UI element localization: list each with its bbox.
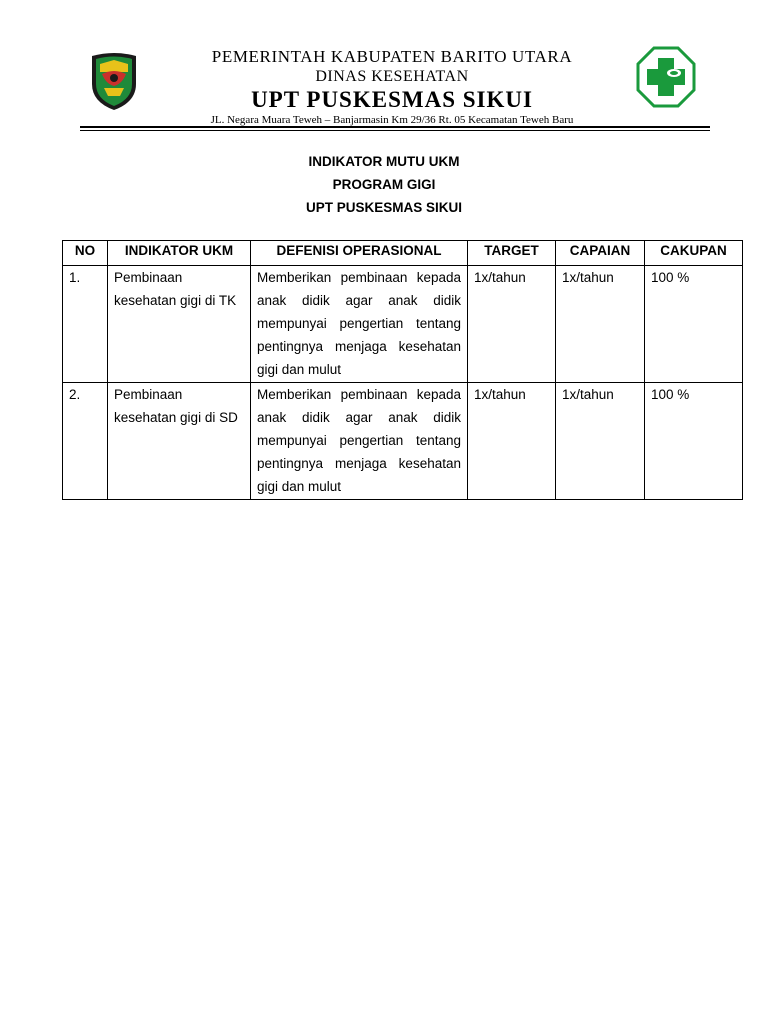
government-name: PEMERINTAH KABUPATEN BARITO UTARA xyxy=(211,47,573,66)
cell-target: 1x/tahun xyxy=(468,383,556,500)
cell-cakupan: 100 % xyxy=(645,266,743,383)
cell-capaian: 1x/tahun xyxy=(556,266,645,383)
letterhead xyxy=(0,0,768,130)
header-indikator: INDIKATOR UKM xyxy=(108,241,251,266)
cell-no: 2. xyxy=(63,383,108,500)
cell-indikator: Pembinaan kesehatan gigi di SD xyxy=(108,383,251,500)
cell-no: 1. xyxy=(63,266,108,383)
agency-name: DINAS KESEHATAN xyxy=(315,68,469,85)
cell-indikator: Pembinaan kesehatan gigi di TK xyxy=(108,266,251,383)
regency-emblem-icon xyxy=(88,50,140,112)
institution-name: UPT PUSKESMAS SIKUI xyxy=(251,87,533,112)
header-target: TARGET xyxy=(468,241,556,266)
letterhead-text xyxy=(150,47,634,127)
document-titles xyxy=(0,150,768,219)
puskesmas-logo-icon xyxy=(636,46,696,108)
title-line-3: UPT PUSKESMAS SIKUI xyxy=(305,200,463,215)
cell-defenisi: Memberikan pembinaan kepada anak didik agar anak didik mempunyai pengertian tentang pentingnya menjaga kesehatan gigi dan mulut xyxy=(251,383,468,500)
header-cakupan: CAKUPAN xyxy=(645,241,743,266)
table-header-row xyxy=(63,241,743,266)
cell-cakupan: 100 % xyxy=(645,383,743,500)
header-capaian: CAPAIAN xyxy=(556,241,645,266)
letterhead-rule-thick xyxy=(80,126,710,128)
header-defenisi: DEFENISI OPERASIONAL xyxy=(251,241,468,266)
cell-target: 1x/tahun xyxy=(468,266,556,383)
quality-indicator-table xyxy=(62,240,743,500)
table-row xyxy=(63,266,743,383)
header-no: NO xyxy=(63,241,108,266)
table-row xyxy=(63,383,743,500)
cell-capaian: 1x/tahun xyxy=(556,383,645,500)
cell-defenisi: Memberikan pembinaan kepada anak didik agar anak didik mempunyai pengertian tentang pentingnya menjaga kesehatan gigi dan mulut xyxy=(251,266,468,383)
address: JL. Negara Muara Teweh – Banjarmasin Km 29/36 Rt. 05 Kecamatan Teweh Baru xyxy=(210,114,574,126)
letterhead-rule-thin xyxy=(80,130,710,131)
title-line-1: INDIKATOR MUTU UKM xyxy=(308,154,460,169)
title-line-2: PROGRAM GIGI xyxy=(332,177,436,192)
